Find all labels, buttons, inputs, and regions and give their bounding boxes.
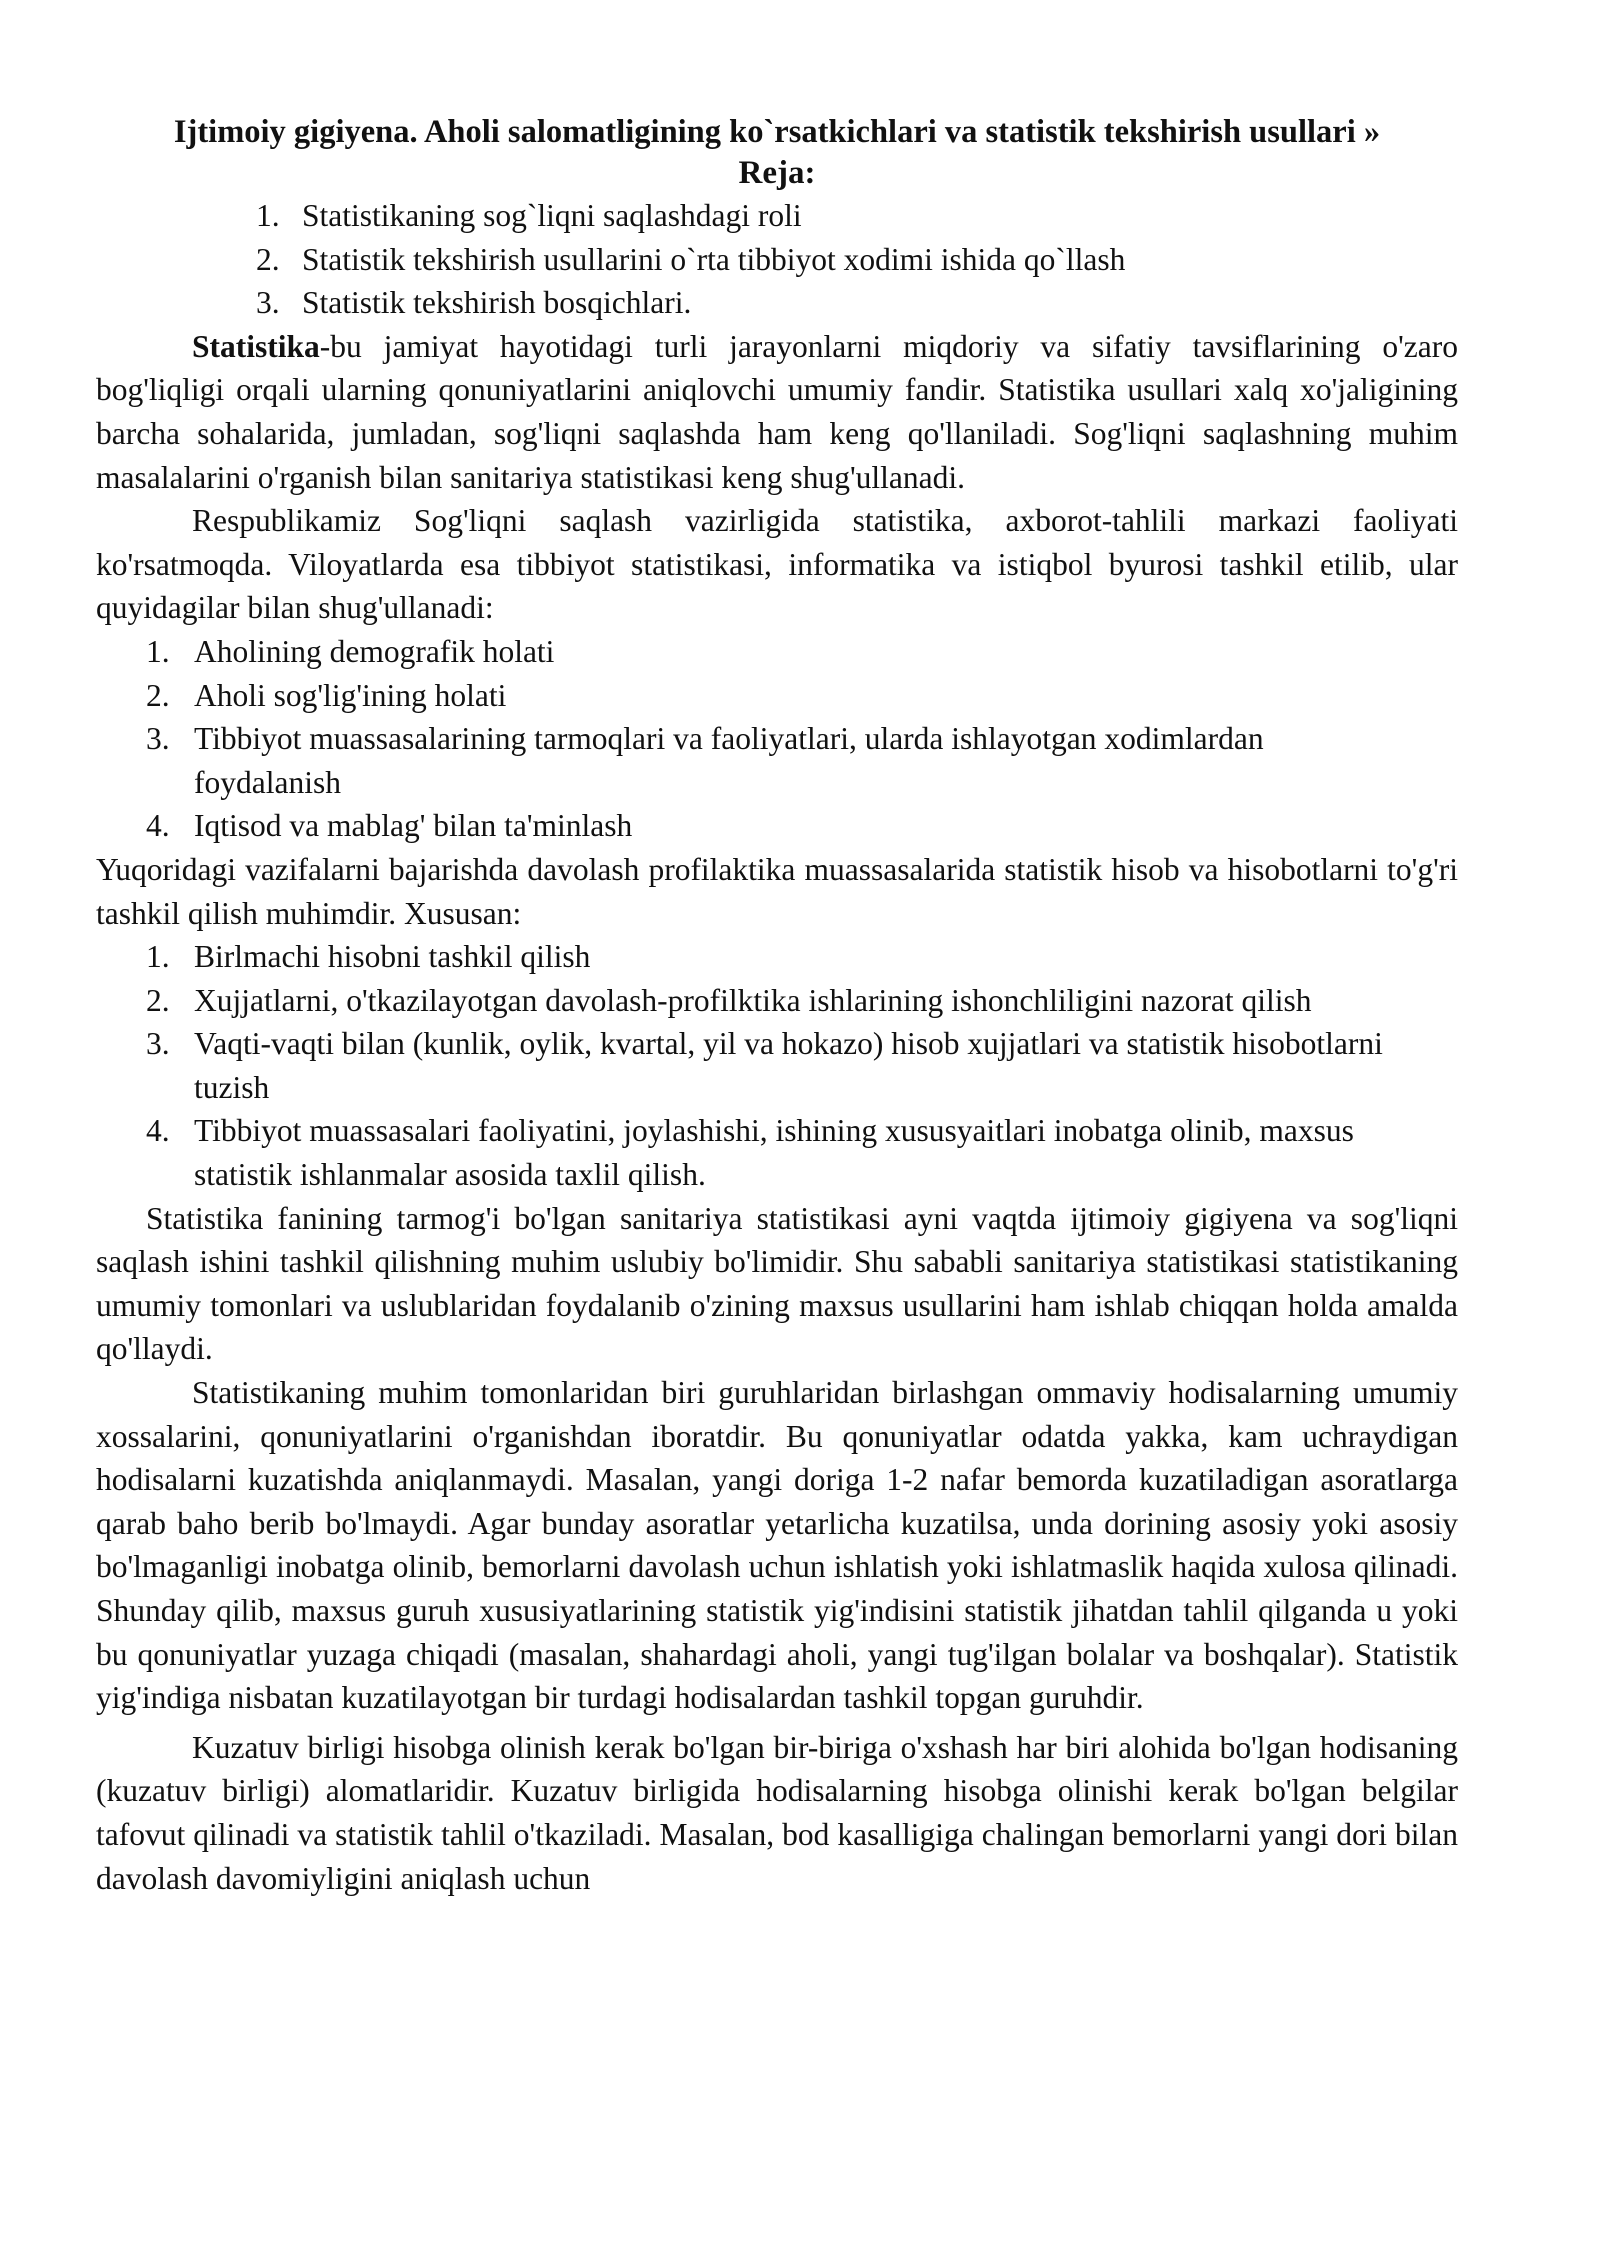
plan-item-number: 2.: [256, 241, 280, 277]
list-item-text: Iqtisod va mablag' bilan ta'minlash: [194, 808, 633, 844]
paragraph-kuzatuv-birligi: Kuzatuv birligi hisobga olinish kerak bo'lgan bir-biriga o'xshash har biri alohida bo'lgan hodisaning (kuzatuv birligi) alomatlaridir. Kuzatuv birligida hodisalarning hisobga olinishi kerak bo'lgan belgilar tafovut qilinadi va statistik tahlil o'tkaziladi. Masalan, bod kasalligiga chalingan bemorlarni yangi dori bilan davolash davomiyligini aniqlash uchun: [96, 1729, 1458, 1896]
list-item-text: Aholi sog'lig'ining holati: [194, 677, 507, 713]
term-statistika: Statistika: [192, 328, 320, 364]
paragraph-respublika: Respublikamiz Sog'liqni saqlash vazirligida statistika, axborot-tahlili markazi faoliyati ko'rsatmoqda. Viloyatlarda esa tibbiyot statistikasi, informatika va istiqbol byurosi tashkil etilib, ular quyidagilar bilan shug'ullanadi:: [96, 503, 1458, 626]
list-item: [96, 1109, 1458, 1196]
list-item-text: Birlmachi hisobni tashkil qilish: [194, 939, 591, 975]
list-item: [96, 935, 1458, 979]
plan-item: [96, 194, 1458, 238]
list-item: [96, 804, 1458, 848]
paragraph-sanitariya-statistikasi: Statistika fanining tarmog'i bo'lgan sanitariya statistikasi ayni vaqtda ijtimoiy gigiyena va sog'liqni saqlash ishini tashkil qilishning muhim uslubiy bo'limidir. Shu sababli sanitariya statistikasi statistikaning umumiy tomonlari va uslublaridan foydalanib o'zining maxsus usullarini ham ishlab chiqqan holda amalda qo'llaydi.: [96, 1200, 1458, 1367]
plan-item-number: 1.: [256, 198, 280, 233]
list-item-text: Tibbiyot muassasalari faoliyatini, joylashishi, ishining xususyaitlari inobatga olinib, maxsus statistik ishlanmalar asosida taxlil qilish.: [194, 1113, 1354, 1193]
paragraph-yuqoridagi: Yuqoridagi vazifalarni bajarishda davolash profilaktika muassasalarida statistik hisob va hisobotlarni to'g'ri tashkil qilish muhimdir. Xususan:: [96, 851, 1458, 931]
paragraph-statistika-tomonlari: Statistikaning muhim tomonlaridan biri guruhlaridan birlashgan ommaviy hodisalarning umumiy xossalarini, qonuniyatlarini o'rganishdan iboratdir. Bu qonuniyatlar odatda yakka, kam uchraydigan hodisalarni kuzatishda aniqlanmaydi. Masalan, yangi doriga 1-2 nafar bemorda kuzatiladigan asoratlarga qarab baho berib bo'lmaydi. Agar bunday asoratlar yetarlicha kuzatilsa, unda dorining asosiy yoki asosiy bo'lmaganligi inobatga olinib, bemorlarni davolash uchun ishlatish yoki ishlatmaslik haqida xulosa qilinadi. Shunday qilib, maxsus guruh xususiyatlarining statistik yig'indisini statistik jihatdan tahlil qilganda u yoki bu qonuniyatlar yuzaga chiqadi (masalan, shahardagi aholi, yangi tug'ilgan bolalar va boshqalar). Statistik yig'indiga nisbatan kuzatilayotgan bir turdagi hodisalardan tashkil topgan guruhdir.: [96, 1375, 1458, 1716]
tasks-list: [96, 630, 1458, 848]
list-item-number: 4.: [146, 808, 170, 844]
list-item-number: 4.: [146, 1113, 170, 1149]
plan-heading: Reja:: [738, 155, 816, 191]
document-title: Ijtimoiy gigiyena. Aholi salomatligining ko`rsatkichlari va statistik tekshirish usullari »: [173, 114, 1381, 150]
document-body: [96, 112, 1458, 1900]
list-item: [96, 717, 1458, 804]
plan-item: [96, 281, 1458, 325]
list-item-number: 1.: [146, 633, 170, 669]
list-item-number: 2.: [146, 677, 170, 713]
list-item: [96, 1022, 1458, 1109]
list-item: [96, 674, 1458, 718]
list-item-number: 1.: [146, 939, 170, 975]
plan-item-text: Statistik tekshirish bosqichlari.: [302, 285, 692, 321]
list-item-number: 3.: [146, 721, 170, 757]
plan-item-text: Statistikaning sog`liqni saqlashdagi roli: [302, 198, 802, 233]
plan-item: [96, 238, 1458, 282]
list-item: [96, 630, 1458, 674]
plan-list: [96, 194, 1458, 325]
plan-item-text: Statistik tekshirish usullarini o`rta tibbiyot xodimi ishida qo`llash: [302, 241, 1126, 277]
list-item-number: 3.: [146, 1026, 170, 1062]
paragraph-text: -bu jamiyat hayotidagi turli jarayonlarni miqdoriy va sifatiy tavsiflarining o'zaro bog'liqligi orqali ularning qonuniyatlarini aniqlovchi umumiy fandir. Statistika usullari xalq xo'jaligining barcha sohalarida, jumladan, sog'liqni saqlashda ham keng qo'llaniladi. Sog'liqni saqlashning muhim masalalarini o'rganish bilan sanitariya statistikasi keng shug'ullanadi.: [96, 328, 1458, 495]
list-item: [96, 979, 1458, 1023]
accounting-list: [96, 935, 1458, 1197]
paragraph-statistika-definition: [96, 325, 1458, 499]
plan-item-number: 3.: [256, 285, 280, 321]
list-item-text: Vaqti-vaqti bilan (kunlik, oylik, kvartal, yil va hokazo) hisob xujjatlari va statistik hisobotlarni tuzish: [194, 1026, 1383, 1105]
list-item-text: Aholining demografik holati: [194, 633, 555, 669]
list-item-text: Xujjatlarni, o'tkazilayotgan davolash-profilktika ishlarining ishonchliligini nazorat qilish: [194, 982, 1312, 1018]
list-item-number: 2.: [146, 982, 170, 1018]
list-item-text: Tibbiyot muassasalarining tarmoqlari va faoliyatlari, ularda ishlayotgan xodimlardan foydalanish: [194, 721, 1264, 800]
